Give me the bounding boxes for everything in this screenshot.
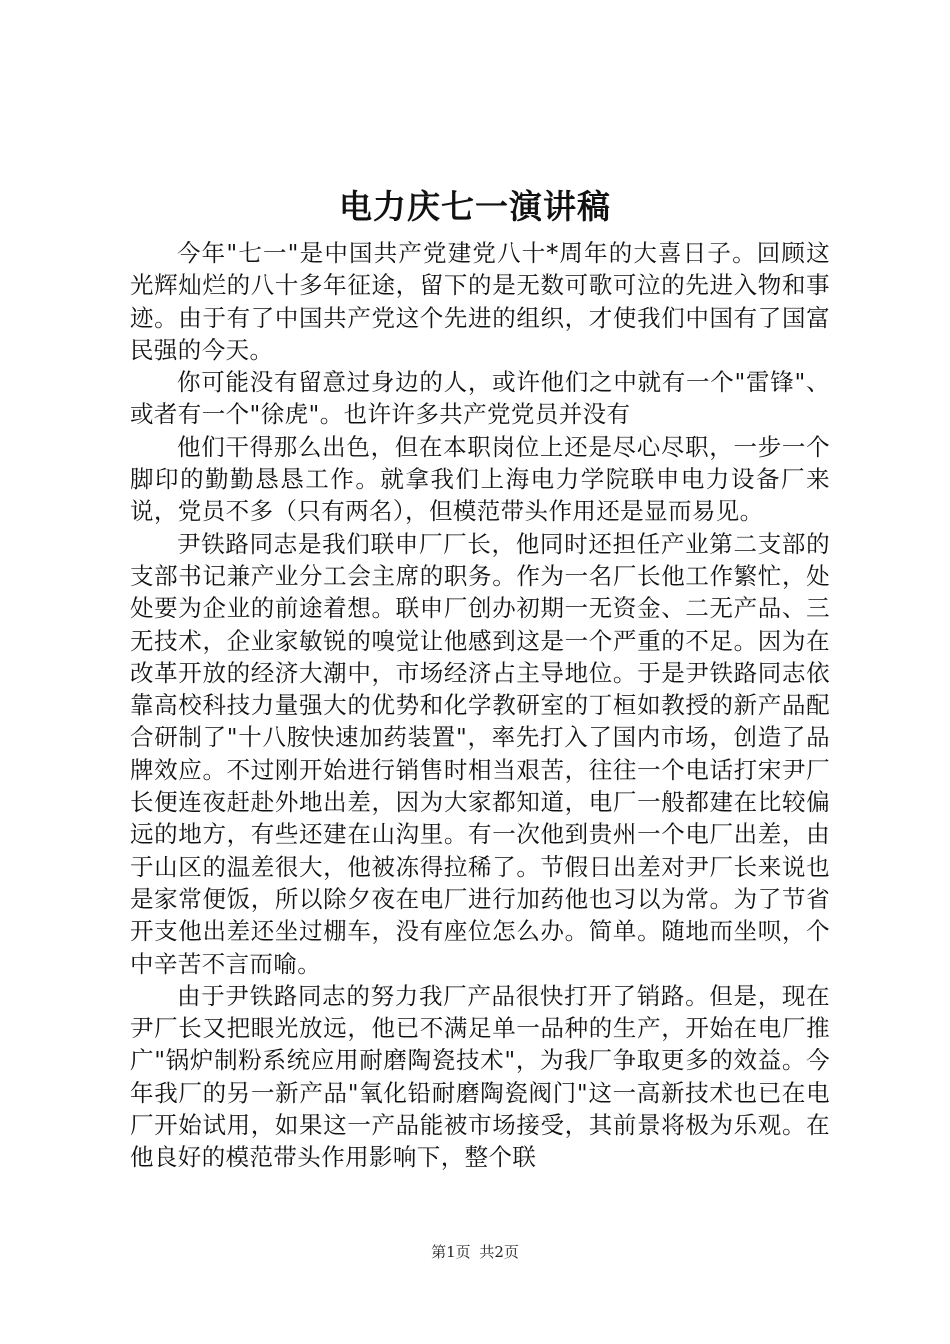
page-number: 第1页 <box>431 1243 471 1261</box>
document-title: 电力庆七一演讲稿 <box>339 187 611 226</box>
paragraph: 由于尹铁路同志的努力我厂产品很快打开了销路。但是，现在尹厂长又把眼光放远，他已不满足单一品种的生产，开始在电厂推广"锅炉制粉系统应用耐磨陶瓷技术"，为我厂争取更多的效益。今年我厂的另一新产品"氧化铅耐磨陶瓷阀门"这一高新技术也已在电厂开始试用，如果这一产品能被市场接受，其前景将极为乐观。在他良好的模范带头作用影响下，整个联 <box>130 981 830 1172</box>
document-body <box>130 237 830 1174</box>
paragraph: 尹铁路同志是我们联申厂厂长，他同时还担任产业第二支部的支部书记兼产业分工会主席的职务。作为一名厂长他工作繁忙，处处要为企业的前途着想。联申厂创办初期一无资金、二无产品、三无技术，企业家敏锐的嗅觉让他感到这是一个严重的不足。因为在改革开放的经济大潮中，市场经济占主导地位。于是尹铁路同志依靠高校科技力量强大的优势和化学教研室的丁桓如教授的新产品配合研制了"十八胺快速加药装置"，率先打入了国内市场，创造了品牌效应。不过刚开始进行销售时相当艰苦，往往一个电话打宋尹厂长便连夜赶赴外地出差，因为大家都知道，电厂一般都建在比较偏远的地方，有些还建在山沟里。有一次他到贵州一个电厂出差，由于山区的温差很大，他被冻得拉稀了。节假日出差对尹厂长来说也是家常便饭，所以除夕夜在电厂进行加药他也习以为常。为了节省开支他出差还坐过棚车，没有座位怎么办。简单。随地而坐呗，个中辛苦不言而喻。 <box>130 529 830 978</box>
page-total: 共2页 <box>479 1243 519 1261</box>
page-footer <box>0 1240 950 1264</box>
paragraph: 你可能没有留意过身边的人，或许他们之中就有一个"雷锋"、或者有一个"徐虎"。也许许多共产党党员并没有 <box>130 368 830 429</box>
paragraph: 他们干得那么出色，但在本职岗位上还是尽心尽职，一步一个脚印的勤勤恳恳工作。就拿我们上海电力学院联申电力设备厂来说，党员不多（只有两名），但模范带头作用还是显而易见。 <box>130 432 830 526</box>
paragraph: 今年"七一"是中国共产党建党八十*周年的大喜日子。回顾这光辉灿烂的八十多年征途，留下的是无数可歌可泣的先进入物和事迹。由于有了中国共产党这个先进的组织，才使我们中国有了国富民强的今天。 <box>130 239 830 364</box>
